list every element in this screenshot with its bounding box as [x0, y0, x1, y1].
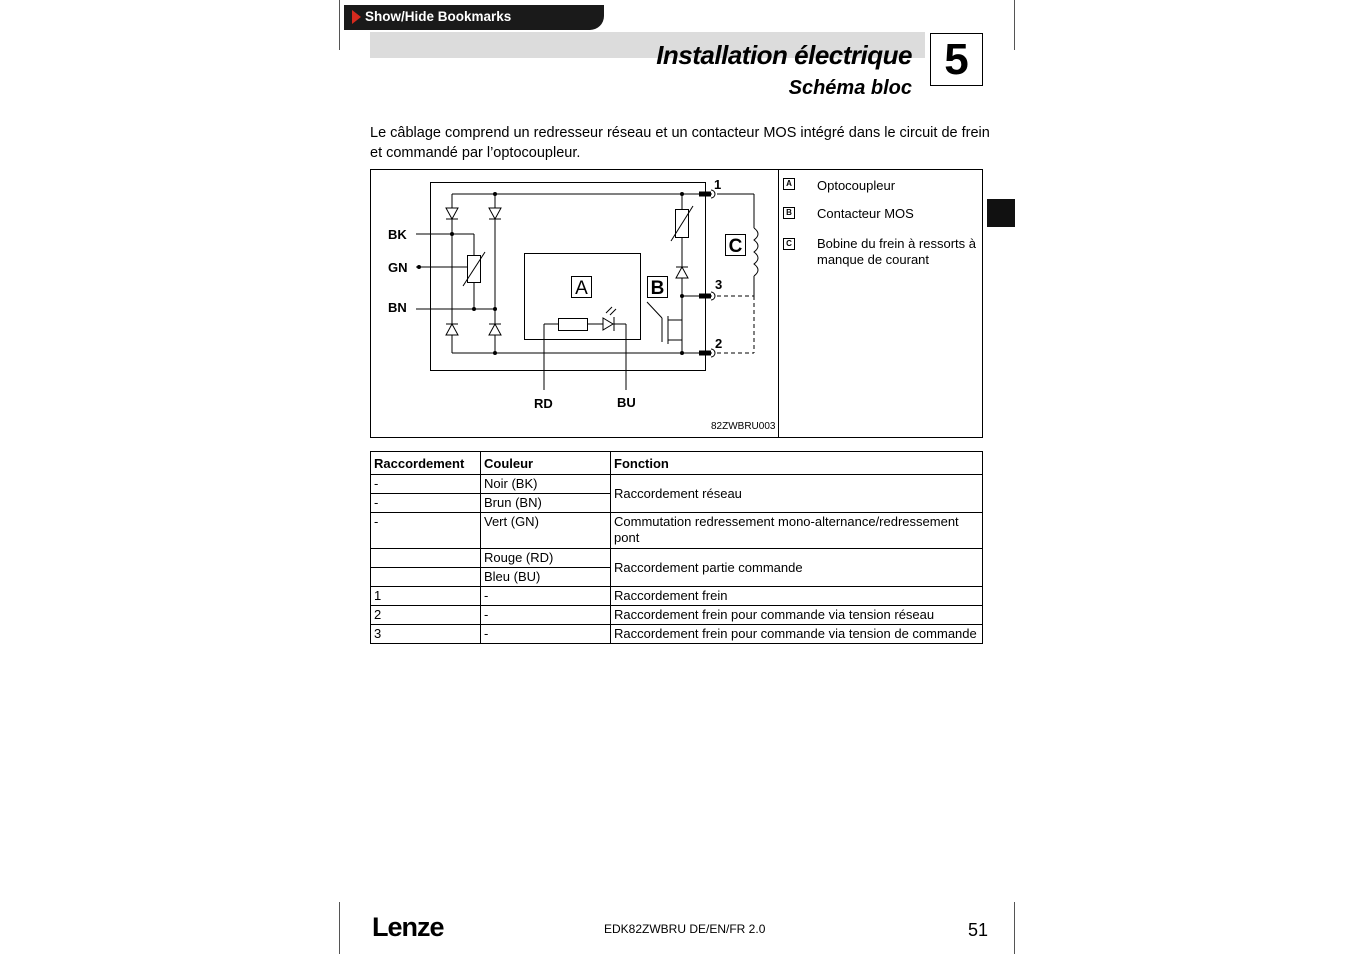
table-cell: -: [371, 475, 481, 494]
table-header: Raccordement: [371, 452, 481, 475]
table-cell: -: [481, 625, 611, 644]
table-cell: Vert (GN): [481, 513, 611, 549]
table-cell: Brun (BN): [481, 494, 611, 513]
table-row: [371, 587, 983, 606]
label-gn: GN: [388, 260, 408, 275]
table-row: [371, 606, 983, 625]
label-b: B: [650, 278, 665, 299]
diode-2: [489, 208, 501, 219]
document-reference: EDK82ZWBRU DE/EN/FR 2.0: [604, 922, 766, 936]
page-number: 51: [968, 920, 989, 940]
figure-code: 82ZWBRU003: [711, 421, 776, 432]
page-edge-right-bottom: [1014, 902, 1015, 954]
resistor: [559, 319, 588, 331]
chapter-number: 5: [930, 33, 983, 86]
terminal-1-label: 1: [714, 177, 722, 192]
table-cell: Commutation redressement mono-alternance/redressement pont: [611, 513, 983, 549]
page-edge-left-bottom: [339, 902, 340, 954]
table-header: Couleur: [481, 452, 611, 475]
label-bk: BK: [388, 227, 407, 242]
table-row: [371, 475, 983, 494]
legend-key-c: C: [783, 238, 795, 250]
table-cell: 2: [371, 606, 481, 625]
legend-text-c: Bobine du frein à ressorts à manque de courant: [817, 236, 976, 267]
diode-5: [676, 267, 688, 278]
lenze-logo: Lenze: [372, 912, 444, 942]
table-header-row: [371, 452, 983, 475]
legend-text-a: Optocoupleur: [817, 178, 896, 193]
page-edge-right-top: [1014, 0, 1015, 50]
figure-divider: [778, 169, 779, 437]
table-cell: Raccordement partie commande: [611, 549, 983, 587]
table-row: [371, 513, 983, 549]
table-cell: Raccordement frein pour commande via tension de commande: [611, 625, 983, 644]
show-hide-bookmarks-label: Show/Hide Bookmarks: [365, 9, 512, 24]
diode-1: [446, 208, 458, 219]
table-row: [371, 549, 983, 568]
label-c: C: [728, 236, 743, 257]
table-cell: -: [371, 494, 481, 513]
table-cell: Raccordement réseau: [611, 475, 983, 513]
terminal-3-label: 3: [715, 277, 723, 292]
table-header: Fonction: [611, 452, 983, 475]
table-cell: Noir (BK): [481, 475, 611, 494]
circuit-diagram: [371, 170, 778, 436]
table-cell: Raccordement frein: [611, 587, 983, 606]
connections-table: [370, 451, 983, 644]
label-bn: BN: [388, 300, 407, 315]
table-cell: 3: [371, 625, 481, 644]
chapter-tab-marker: [987, 199, 1015, 227]
label-a: A: [575, 278, 588, 299]
legend-text-b: Contacteur MOS: [817, 206, 914, 221]
triangle-right-icon: [352, 10, 361, 24]
table-cell: -: [481, 587, 611, 606]
table-cell: -: [481, 606, 611, 625]
table-row: [371, 625, 983, 644]
table-cell: Rouge (RD): [481, 549, 611, 568]
label-rd: RD: [534, 396, 553, 411]
terminal-2-label: 2: [715, 336, 723, 351]
table-cell: Raccordement frein pour commande via tension réseau: [611, 606, 983, 625]
table-cell: -: [371, 513, 481, 549]
diode-4: [489, 324, 501, 335]
show-hide-bookmarks-button[interactable]: [344, 5, 604, 30]
page-subtitle: Schéma bloc: [788, 77, 912, 99]
page-title: Installation électrique: [656, 40, 912, 70]
label-bu: BU: [617, 395, 636, 410]
led-diode: [603, 318, 613, 330]
legend-key-b: B: [783, 207, 795, 219]
diode-3: [446, 324, 458, 335]
table-cell: [371, 549, 481, 568]
page-edge-left-top: [339, 0, 340, 50]
table-cell: Bleu (BU): [481, 568, 611, 587]
table-cell: 1: [371, 587, 481, 606]
legend-key-a: A: [783, 178, 795, 190]
intro-paragraph: Le câblage comprend un redresseur réseau et un contacteur MOS intégré dans le circuit de frein et commandé par l’optocoupleur.: [370, 125, 990, 161]
table-cell: [371, 568, 481, 587]
